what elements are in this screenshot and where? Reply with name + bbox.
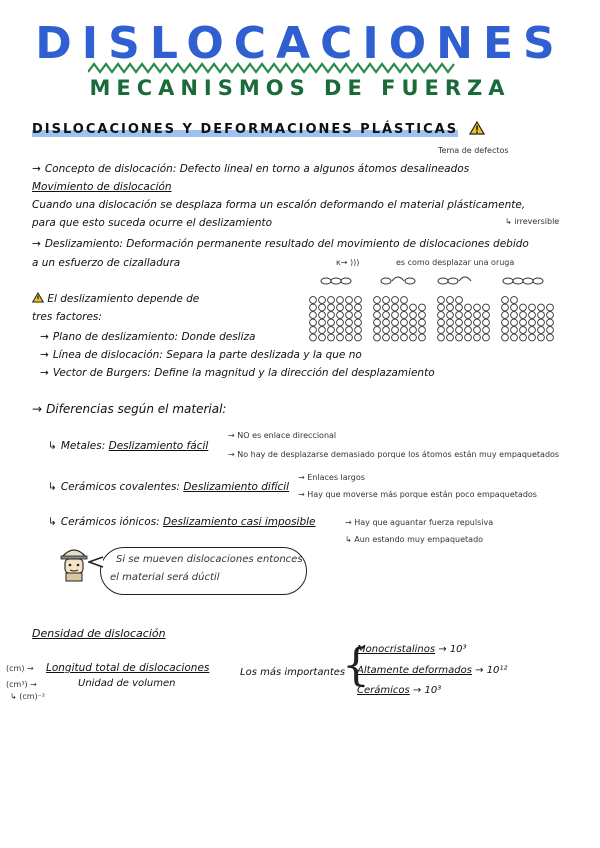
factor-desc: Donde desliza (181, 331, 256, 343)
atom-circle (310, 327, 317, 334)
factor-label: Vector de Burgers: (52, 367, 151, 379)
atom-circle (474, 334, 481, 341)
atom-circle (447, 312, 454, 319)
atom-circle (374, 297, 381, 304)
atom-circle (383, 319, 390, 326)
atom-circle (529, 304, 536, 311)
deslizamiento-line2: a un esfuerzo de cizalladura (32, 257, 181, 269)
metales-label: Metales: (60, 440, 106, 452)
metales-line (48, 440, 208, 452)
diferencias-heading (32, 402, 226, 416)
movimiento-heading: Movimiento de dislocación (32, 181, 172, 193)
atom-circle (383, 312, 390, 319)
bubble-line1: Si se mueven dislocaciones entonces (116, 554, 303, 565)
atom-circle (410, 319, 417, 326)
atom-circle (438, 304, 445, 311)
arrow-icon: → (40, 349, 49, 361)
atom-circle (529, 319, 536, 326)
atom-circle (520, 304, 527, 311)
atom-circle (319, 327, 326, 334)
atom-circle (483, 334, 490, 341)
atom-circle (401, 319, 408, 326)
atom-circle (310, 297, 317, 304)
atom-circle (520, 312, 527, 319)
importante-label: Cerámicos (357, 685, 410, 696)
atom-circle (438, 334, 445, 341)
helmet-character-icon (56, 543, 92, 583)
atom-circle (328, 319, 335, 326)
factor-label: Línea de dislocación: (52, 349, 163, 361)
deslizamiento-def1: Deformación permanente resultado del movimiento de dislocaciones debido (126, 238, 529, 250)
atom-circle (438, 297, 445, 304)
atom-circle (547, 312, 554, 319)
atom-circle (447, 334, 454, 341)
densidad-numerator: Longitud total de dislocaciones (46, 662, 210, 674)
atom-circle (483, 304, 490, 311)
warning-icon (32, 292, 44, 303)
atom-circle (328, 304, 335, 311)
atom-circle (419, 334, 426, 341)
caterpillar-arrow: κ→ ))) (336, 258, 360, 267)
atom-circle (419, 319, 426, 326)
atom-circle (438, 327, 445, 334)
caterpillar-note: es como desplazar una oruga (396, 258, 515, 267)
atom-circle (310, 319, 317, 326)
atom-circle (319, 304, 326, 311)
atom-circle (502, 312, 509, 319)
atom-circle (483, 327, 490, 334)
importante-value: → 10³ (438, 644, 467, 655)
atom-circle (392, 334, 399, 341)
atom-circle (547, 327, 554, 334)
atom-circle (337, 334, 344, 341)
atom-circle (355, 304, 362, 311)
concepto-def: Defecto lineal en torno a algunos átomos desalineados (179, 163, 470, 175)
unit-bottom: (cm³) → (6, 680, 37, 689)
atom-circle (438, 319, 445, 326)
atom-circle (474, 319, 481, 326)
atom-circle (538, 334, 545, 341)
irreversible-text: irreversible (514, 217, 560, 226)
important-label: Los más importantes (240, 667, 346, 678)
atom-circle (474, 304, 481, 311)
atom-circle (419, 327, 426, 334)
atom-circle (328, 312, 335, 319)
deslizamiento-line1 (32, 238, 529, 250)
atom-circle (538, 327, 545, 334)
atom-circle (456, 327, 463, 334)
atom-circle (392, 327, 399, 334)
densidad-heading: Densidad de dislocación (32, 627, 166, 640)
atom-circle (474, 312, 481, 319)
atom-circle (337, 327, 344, 334)
atom-circle (328, 327, 335, 334)
atom-circle (410, 327, 417, 334)
factor-desc: Separa la parte deslizada y la que no (166, 349, 362, 361)
atom-circle (465, 304, 472, 311)
atom-circle (346, 334, 353, 341)
ionicos-note: ↳ Aun estando muy empaquetado (345, 535, 484, 544)
importante-item (357, 685, 441, 696)
page-title: DISLOCACIONES (35, 18, 565, 69)
movimiento-line2: para que esto suceda ocurre el deslizamiento (32, 217, 273, 229)
atom-circle (374, 327, 381, 334)
atom-circle (310, 312, 317, 319)
atom-circle (374, 312, 381, 319)
atom-circle (337, 319, 344, 326)
factor-item (40, 331, 255, 343)
metales-note-text: No hay de desplazarse demasiado porque los átomos están muy empaquetados (237, 450, 560, 459)
atom-circle (419, 304, 426, 311)
deslizamiento-label: Deslizamiento: (44, 238, 123, 250)
importante-value: → 10³ (412, 685, 442, 696)
atom-circle (374, 304, 381, 311)
atom-circle (538, 304, 545, 311)
atom-circle (547, 304, 554, 311)
atom-circle (511, 334, 518, 341)
atom-circle (502, 304, 509, 311)
section-heading (32, 121, 485, 137)
ionicos-note-text: Hay que aguantar fuerza repulsiva (354, 518, 494, 527)
atom-circle (355, 327, 362, 334)
factor-item (40, 349, 362, 361)
densidad-denominator: Unidad de volumen (78, 678, 176, 689)
atom-circle (511, 297, 518, 304)
atom-circle (392, 297, 399, 304)
atom-circle (374, 319, 381, 326)
caterpillar-diagram (318, 272, 568, 286)
warning-icon (469, 121, 485, 135)
concepto-label: Concepto de dislocación: (44, 163, 177, 175)
atom-circle (319, 319, 326, 326)
factores-intro1-text: El deslizamiento depende de (47, 293, 200, 305)
atom-circle (383, 297, 390, 304)
atom-circle (392, 319, 399, 326)
atom-circle (502, 297, 509, 304)
atom-circle (355, 312, 362, 319)
atom-circle (383, 334, 390, 341)
atom-circle (355, 334, 362, 341)
atom-circle (456, 319, 463, 326)
atom-circle (538, 312, 545, 319)
atom-circle (465, 334, 472, 341)
atom-circle (447, 327, 454, 334)
atom-circle (392, 304, 399, 311)
covalentes-label: Cerámicos covalentes: (60, 481, 180, 493)
ionicos-note: → Hay que aguantar fuerza repulsiva (345, 518, 494, 527)
movimiento-line1: Cuando una dislocación se desplaza forma un escalón deformando el material plásticamente, (32, 199, 526, 211)
atom-circle (319, 312, 326, 319)
atom-circle (456, 297, 463, 304)
atom-circle (456, 312, 463, 319)
section-heading-text: DISLOCACIONES Y DEFORMACIONES PLÁSTICAS (32, 122, 459, 137)
arrow-icon: → (32, 238, 41, 250)
atom-circle (346, 312, 353, 319)
covalentes-note-text: Enlaces largos (307, 473, 365, 482)
atom-circle (483, 319, 490, 326)
atom-circle (465, 319, 472, 326)
atom-circle (447, 297, 454, 304)
metales-note: → NO es enlace direccional (228, 431, 337, 440)
atom-circle (502, 327, 509, 334)
atom-circle (410, 312, 417, 319)
diferencias-heading-text: Diferencias según el material: (46, 402, 227, 416)
atom-circle (310, 304, 317, 311)
metales-note: → No hay de desplazarse demasiado porque los átomos están muy empaquetados (228, 450, 560, 459)
atom-circle (410, 334, 417, 341)
atom-circles-diagram (308, 296, 568, 344)
ionicos-label: Cerámicos iónicos: (60, 516, 160, 528)
atom-circle (456, 304, 463, 311)
atom-circle (319, 334, 326, 341)
atom-circle (511, 312, 518, 319)
importante-item (357, 665, 507, 676)
atom-circle (401, 304, 408, 311)
factor-label: Plano de deslizamiento: (52, 331, 179, 343)
arrow-icon: → (32, 402, 43, 416)
factor-item (40, 367, 435, 379)
metales-note-text: NO es enlace direccional (237, 431, 337, 440)
covalentes-note-text: Hay que moverse más porque están poco empaquetados (307, 490, 537, 499)
atom-circle (547, 319, 554, 326)
metales-value: Deslizamiento fácil (108, 440, 209, 452)
atom-circle (447, 319, 454, 326)
atom-circle (474, 327, 481, 334)
ionicos-note-text: Aun estando muy empaquetado (354, 535, 484, 544)
ionicos-line (48, 516, 316, 528)
atom-circle (328, 297, 335, 304)
unit-top: (cm) → (6, 664, 34, 673)
atom-circle (310, 334, 317, 341)
factores-intro1 (32, 292, 199, 305)
brace: { (342, 640, 370, 691)
atom-circle (529, 327, 536, 334)
atom-circle (465, 312, 472, 319)
atom-circle (337, 297, 344, 304)
atom-circle (483, 312, 490, 319)
covalentes-value: Deslizamiento difícil (183, 481, 290, 493)
atom-circle (447, 304, 454, 311)
page-subtitle: MECANISMOS DE FUERZA (89, 76, 511, 100)
atom-circle (529, 334, 536, 341)
atom-circle (465, 327, 472, 334)
importante-value: → 10¹² (475, 665, 508, 676)
atom-circle (392, 312, 399, 319)
arrow-icon: → (40, 331, 49, 343)
atom-circle (337, 304, 344, 311)
atom-circle (511, 319, 518, 326)
importante-label: Altamente deformados (357, 665, 472, 676)
atom-circle (401, 327, 408, 334)
importante-item (357, 644, 467, 655)
atom-circle (383, 304, 390, 311)
atom-circle (502, 319, 509, 326)
factor-desc: Define la magnitud y la dirección del desplazamiento (154, 367, 435, 379)
importante-label: Monocristalinos (357, 644, 436, 655)
atom-circle (520, 327, 527, 334)
zigzag-divider (88, 62, 458, 74)
atom-circle (456, 334, 463, 341)
atom-circle (346, 297, 353, 304)
atom-circle (346, 319, 353, 326)
arrow-icon: ↳ (48, 440, 57, 452)
covalentes-note: → Hay que moverse más porque están poco empaquetados (298, 490, 537, 499)
arrow-icon: → (32, 163, 41, 175)
atom-circle (511, 327, 518, 334)
factores-intro2: tres factores: (32, 311, 102, 323)
atom-circle (520, 334, 527, 341)
arrow-icon: ↳ (48, 481, 57, 493)
atom-circle (502, 334, 509, 341)
note-irreversible: ↳ irreversible (505, 217, 560, 226)
atom-circle (438, 312, 445, 319)
atom-circle (419, 312, 426, 319)
atom-circle (337, 312, 344, 319)
atom-circle (319, 297, 326, 304)
atom-circle (346, 304, 353, 311)
atom-circle (401, 312, 408, 319)
ionicos-value: Deslizamiento casi imposible (162, 516, 316, 528)
speech-bubble-tail (88, 555, 104, 569)
atom-circle (529, 312, 536, 319)
atom-circle (511, 304, 518, 311)
atom-circle (374, 334, 381, 341)
atom-circle (401, 297, 408, 304)
concepto-line (32, 163, 469, 175)
atom-circle (538, 319, 545, 326)
atom-circle (383, 327, 390, 334)
bubble-line2: el material será dúctil (110, 572, 220, 583)
note-tema: Tema de defectos (438, 146, 509, 155)
arrow-icon: → (40, 367, 49, 379)
atom-circle (355, 319, 362, 326)
atom-circle (328, 334, 335, 341)
atom-circle (547, 334, 554, 341)
atom-circle (355, 297, 362, 304)
atom-circle (520, 319, 527, 326)
arrow-icon: ↳ (48, 516, 57, 528)
result-unit: ↳ (cm)⁻² (10, 692, 46, 701)
atom-circle (346, 327, 353, 334)
covalentes-line (48, 481, 289, 493)
atom-circle (410, 304, 417, 311)
covalentes-note: → Enlaces largos (298, 473, 365, 482)
atom-circle (401, 334, 408, 341)
